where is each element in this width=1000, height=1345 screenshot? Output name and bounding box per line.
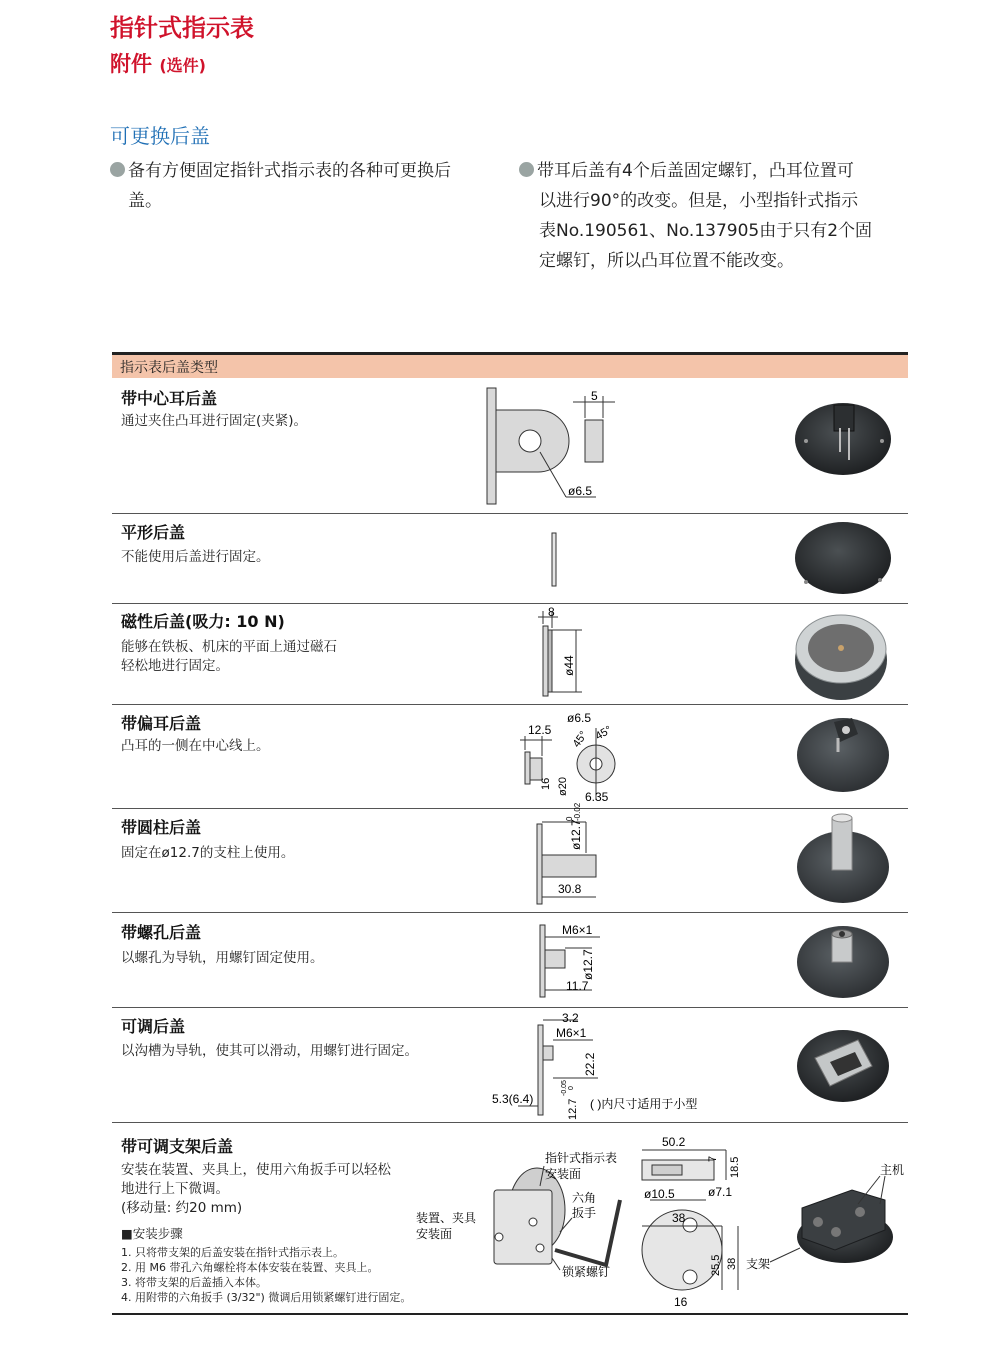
dim-label: 3.2 <box>562 1011 579 1025</box>
row-desc: 不能使用后盖进行固定。 <box>121 549 270 565</box>
table-header: 指示表后盖类型 <box>112 352 908 378</box>
row-desc: 凸耳的一侧在中心线上。 <box>121 738 270 754</box>
dim-label: ø6.5 <box>567 711 592 725</box>
dim-label: ø10.5 <box>644 1187 675 1201</box>
dim-label: 5.3(6.4) <box>492 1092 534 1106</box>
bullet-left: 备有方便固定指针式指示表的各种可更换后 盖。 <box>110 156 510 216</box>
dim-label: ø20 <box>557 777 569 796</box>
dim-label: 38 <box>672 1211 686 1225</box>
center-lug-cover-photo <box>795 403 891 475</box>
dim-label: 0 <box>568 1086 575 1090</box>
adjustable-cover-photo <box>797 1030 889 1102</box>
dim-label: 5 <box>591 389 598 403</box>
dim-label: 45° <box>570 729 591 750</box>
callout: 安装面 <box>545 1167 582 1181</box>
dim-note: ( )内尺寸适用于小型 <box>590 1097 698 1111</box>
dim-label: 38 <box>726 1257 738 1270</box>
callout: 锁紧螺钉 <box>562 1265 611 1279</box>
bracket-photo <box>770 1176 893 1263</box>
dim-label: 7 <box>707 1155 719 1162</box>
dim-label: M6×1 <box>556 1026 587 1040</box>
dim-label: ø12.7 <box>581 949 595 980</box>
dim-label: 11.7 <box>566 979 589 993</box>
dim-label: 50.2 <box>662 1135 686 1149</box>
row-desc: 以螺孔为导轨，用螺钉固定使用。 <box>121 950 324 966</box>
center-lug-drawing <box>487 388 615 504</box>
bracket-dimension-drawing <box>642 1150 738 1290</box>
row-desc: 通过夹住凸耳进行固定(夹紧)。 <box>121 413 308 429</box>
steps-list: 1. 只将带支架的后盖安装在指针式指示表上。 2. 用 M6 带孔六角螺栓将本体安装在装置、夹具上。 3. 将带支架的后盖插入本体。 4. 用附带的六角扳手 (3/32") 微调后用锁紧螺钉进行固定。 <box>121 1246 412 1304</box>
callout: 扳手 <box>572 1206 597 1220</box>
threaded-cover-photo <box>797 926 889 998</box>
dim-label: 16 <box>674 1295 688 1309</box>
dim-label: ø44 <box>562 655 576 676</box>
magnetic-cover-drawing <box>538 611 582 696</box>
row-desc: 安装在装置、夹具上，使用六角扳手可以轻松 地进行上下微调。 (移动量: 约20 mm) <box>121 1162 391 1216</box>
row-name: 可调后盖 <box>121 1017 186 1036</box>
callout: 支架 <box>746 1257 771 1271</box>
callout: 六角 <box>572 1191 597 1205</box>
dim-label: 12.5 <box>528 723 552 737</box>
row-name: 平形后盖 <box>121 523 186 542</box>
dim-label: 8 <box>548 605 555 619</box>
page-title: 指针式指示表 <box>110 14 254 42</box>
steps-title: ■安装步骤 <box>121 1226 183 1241</box>
bracket-assembly-drawing <box>494 1166 620 1270</box>
offset-lug-cover-photo <box>797 718 889 792</box>
page-subtitle: 附件 (选件) <box>110 52 206 76</box>
row-name: 带可调支架后盖 <box>121 1137 234 1156</box>
row-name: 带中心耳后盖 <box>121 389 218 408</box>
flat-cover-photo <box>795 522 891 594</box>
dim-label: 0 <box>565 816 574 821</box>
section-title: 可更换后盖 <box>110 124 210 148</box>
row-name: 带螺孔后盖 <box>121 923 202 942</box>
post-cover-photo <box>797 814 889 903</box>
dim-label: M6×1 <box>562 923 593 937</box>
callout: 指针式指示表 <box>545 1151 618 1165</box>
row-name: 带圆柱后盖 <box>121 818 202 837</box>
bullet-right: 带耳后盖有4个后盖固定螺钉，凸耳位置可 以进行90°的改变。但是，小型指针式指示 表No.190561、No.137905由于只有2个固 定螺钉，所以凸耳位置不能改变。 <box>519 156 919 276</box>
row-name: 带偏耳后盖 <box>121 714 202 733</box>
dim-label: -0.02 <box>573 802 582 821</box>
row-name: 磁性后盖(吸力: 10 N) <box>121 612 285 631</box>
flat-cover-drawing <box>552 533 556 586</box>
dim-label: 22.2 <box>583 1052 597 1076</box>
dim-label: 16 <box>540 777 552 790</box>
dim-label: ø6.5 <box>568 484 593 498</box>
dim-label: ø12.7 <box>569 819 583 850</box>
dim-label: 45° <box>593 723 614 743</box>
callout: 主机 <box>880 1163 905 1177</box>
dim-label: 30.8 <box>558 882 582 896</box>
dim-label: 6.35 <box>585 790 609 804</box>
dim-label: 18.5 <box>729 1156 741 1178</box>
dim-label: 25.5 <box>710 1254 722 1276</box>
callout: 安装面 <box>416 1227 453 1241</box>
callout: 装置、夹具 <box>416 1211 477 1225</box>
row-desc: 能够在铁板、机床的平面上通过磁石 轻松地进行固定。 <box>121 639 337 674</box>
dim-label: ø7.1 <box>708 1185 733 1199</box>
dim-label: -0.05 <box>561 1080 568 1096</box>
magnetic-cover-photo <box>795 615 887 700</box>
dim-label: 12.7 <box>567 1098 579 1120</box>
row-desc: 以沟槽为导轨，使其可以滑动，用螺钉进行固定。 <box>121 1043 418 1059</box>
row-desc: 固定在ø12.7的支柱上使用。 <box>121 845 295 861</box>
